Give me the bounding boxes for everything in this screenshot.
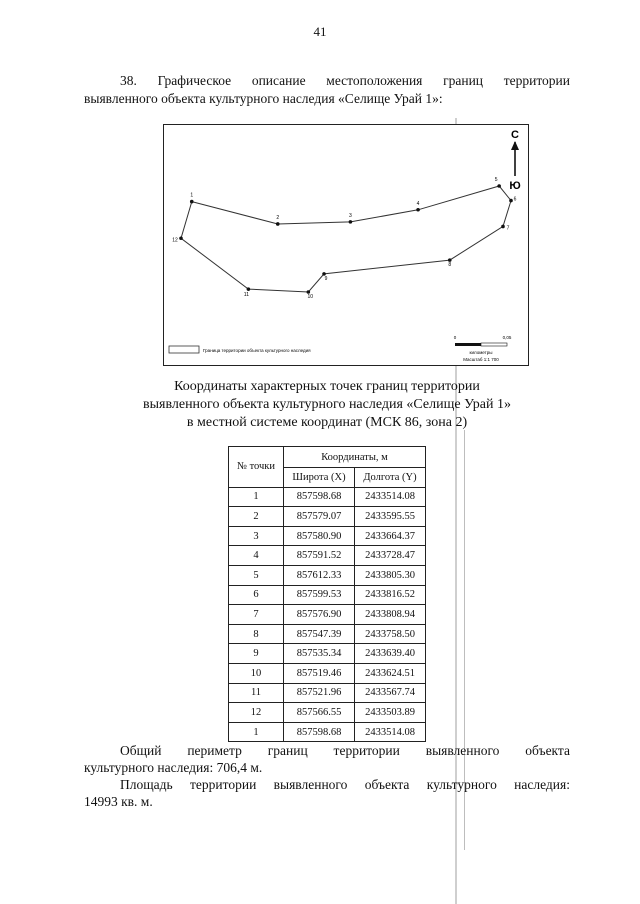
scale-bar-dark [455,343,481,346]
point-number-cell: 10 [229,663,284,683]
point-number-cell: 2 [229,507,284,527]
table-row [229,585,426,605]
longitude-cell: 2433624.51 [355,663,426,683]
coordinates-table-body [229,487,426,742]
legend-swatch [169,346,199,353]
table-row [229,663,426,683]
longitude-cell: 2433514.08 [355,487,426,507]
coordinates-title-line-2: выявленного объекта культурного наследия «Селище Урай 1» [142,397,512,412]
coordinates-table [228,446,426,742]
section-heading-line-2: выявленного объекта культурного наследия «Селище Урай 1»: [84,91,443,106]
boundary-point-label: 6 [513,196,517,203]
page-number: 41 [313,24,327,39]
table-row [229,605,426,625]
table-row [229,703,426,723]
area-line-2: 14993 кв. м. [84,794,153,809]
header-latitude: Широта (X) [284,468,355,488]
table-row [229,683,426,703]
table-row [229,644,426,664]
table-row [229,526,426,546]
point-number-cell: 1 [229,722,284,742]
boundary-point-label: 2 [276,214,280,221]
point-number-cell: 11 [229,683,284,703]
latitude-cell: 857576.90 [284,605,355,625]
section-heading-line-1: 38. Графическое описание местоположения границ территории [120,73,570,88]
table-row [229,624,426,644]
longitude-cell: 2433728.47 [355,546,426,566]
longitude-cell: 2433639.40 [355,644,426,664]
scale-label-right: 0,05 [502,335,512,340]
latitude-cell: 857598.68 [284,722,355,742]
latitude-cell: 857547.39 [284,624,355,644]
legend-text: Граница территории объекта культурного наследия [203,348,311,353]
boundary-point-label: 10 [307,294,314,300]
boundary-point-label: 11 [243,292,249,299]
boundary-point-label: 7 [506,225,510,232]
scale-unit: километры [469,350,493,355]
latitude-cell: 857579.07 [284,507,355,527]
boundary-point-marker [276,222,280,226]
point-number-cell: 8 [229,624,284,644]
latitude-cell: 857566.55 [284,703,355,723]
longitude-cell: 2433758.50 [355,624,426,644]
boundary-point-label: 4 [416,200,420,207]
header-longitude: Долгота (Y) [355,468,426,488]
latitude-cell: 857519.46 [284,663,355,683]
longitude-cell: 2433816.52 [355,585,426,605]
boundary-point-label: 1 [190,192,194,199]
latitude-cell: 857580.90 [284,526,355,546]
south-label: Ю [509,180,521,192]
point-number-cell: 7 [229,605,284,625]
boundary-point-marker [497,184,501,188]
header-point-number: № точки [229,447,284,488]
point-number-cell: 12 [229,703,284,723]
perimeter-line-1: Общий периметр границ территории выявленного объекта [120,743,570,758]
boundary-point-marker [247,287,251,291]
longitude-cell: 2433805.30 [355,565,426,585]
north-label: С [511,129,519,141]
boundary-point-marker [501,225,505,229]
point-number-cell: 5 [229,565,284,585]
latitude-cell: 857598.68 [284,487,355,507]
scale-bar-light [481,343,507,346]
point-number-cell: 1 [229,487,284,507]
table-row [229,565,426,585]
table-row [229,722,426,742]
scale-ratio: Масштаб 1:1 700 [463,357,499,362]
longitude-cell: 2433514.08 [355,722,426,742]
area-line-1: Площадь территории выявленного объекта культурного наследия: [120,777,570,792]
boundary-point-label: 3 [349,212,352,219]
scale-label-left: 0 [453,335,457,340]
longitude-cell: 2433503.89 [355,703,426,723]
boundary-point-label: 9 [324,275,328,282]
point-number-cell: 4 [229,546,284,566]
boundary-point-label: 8 [448,262,452,269]
point-number-cell: 3 [229,526,284,546]
table-row [229,507,426,527]
header-coordinates: Координаты, м [284,447,426,468]
boundary-point-marker [179,236,183,240]
boundary-point-marker [190,200,194,204]
latitude-cell: 857599.53 [284,585,355,605]
boundary-point-marker [349,220,353,224]
longitude-cell: 2433567.74 [355,683,426,703]
boundary-point-label: 12 [172,237,178,244]
longitude-cell: 2433595.55 [355,507,426,527]
map-legend [169,346,311,353]
coordinates-title [84,378,570,432]
boundary-point-label: 5 [494,177,498,183]
table-row [229,546,426,566]
latitude-cell: 857612.33 [284,565,355,585]
boundary-map [163,124,529,366]
longitude-cell: 2433808.94 [355,605,426,625]
latitude-cell: 857591.52 [284,546,355,566]
boundary-point-marker [509,199,513,203]
section-heading [84,72,570,108]
longitude-cell: 2433664.37 [355,526,426,546]
summary [84,742,570,810]
boundary-point-marker [416,208,420,212]
latitude-cell: 857535.34 [284,644,355,664]
point-number-cell: 9 [229,644,284,664]
point-number-cell: 6 [229,585,284,605]
table-row [229,487,426,507]
perimeter-line-2: культурного наследия: 706,4 м. [84,760,263,775]
latitude-cell: 857521.96 [284,683,355,703]
coordinates-title-line-1: Координаты характерных точек границ территории [174,379,480,394]
coordinates-title-line-3: в местной системе координат (МСК 86, зона 2) [186,415,468,430]
